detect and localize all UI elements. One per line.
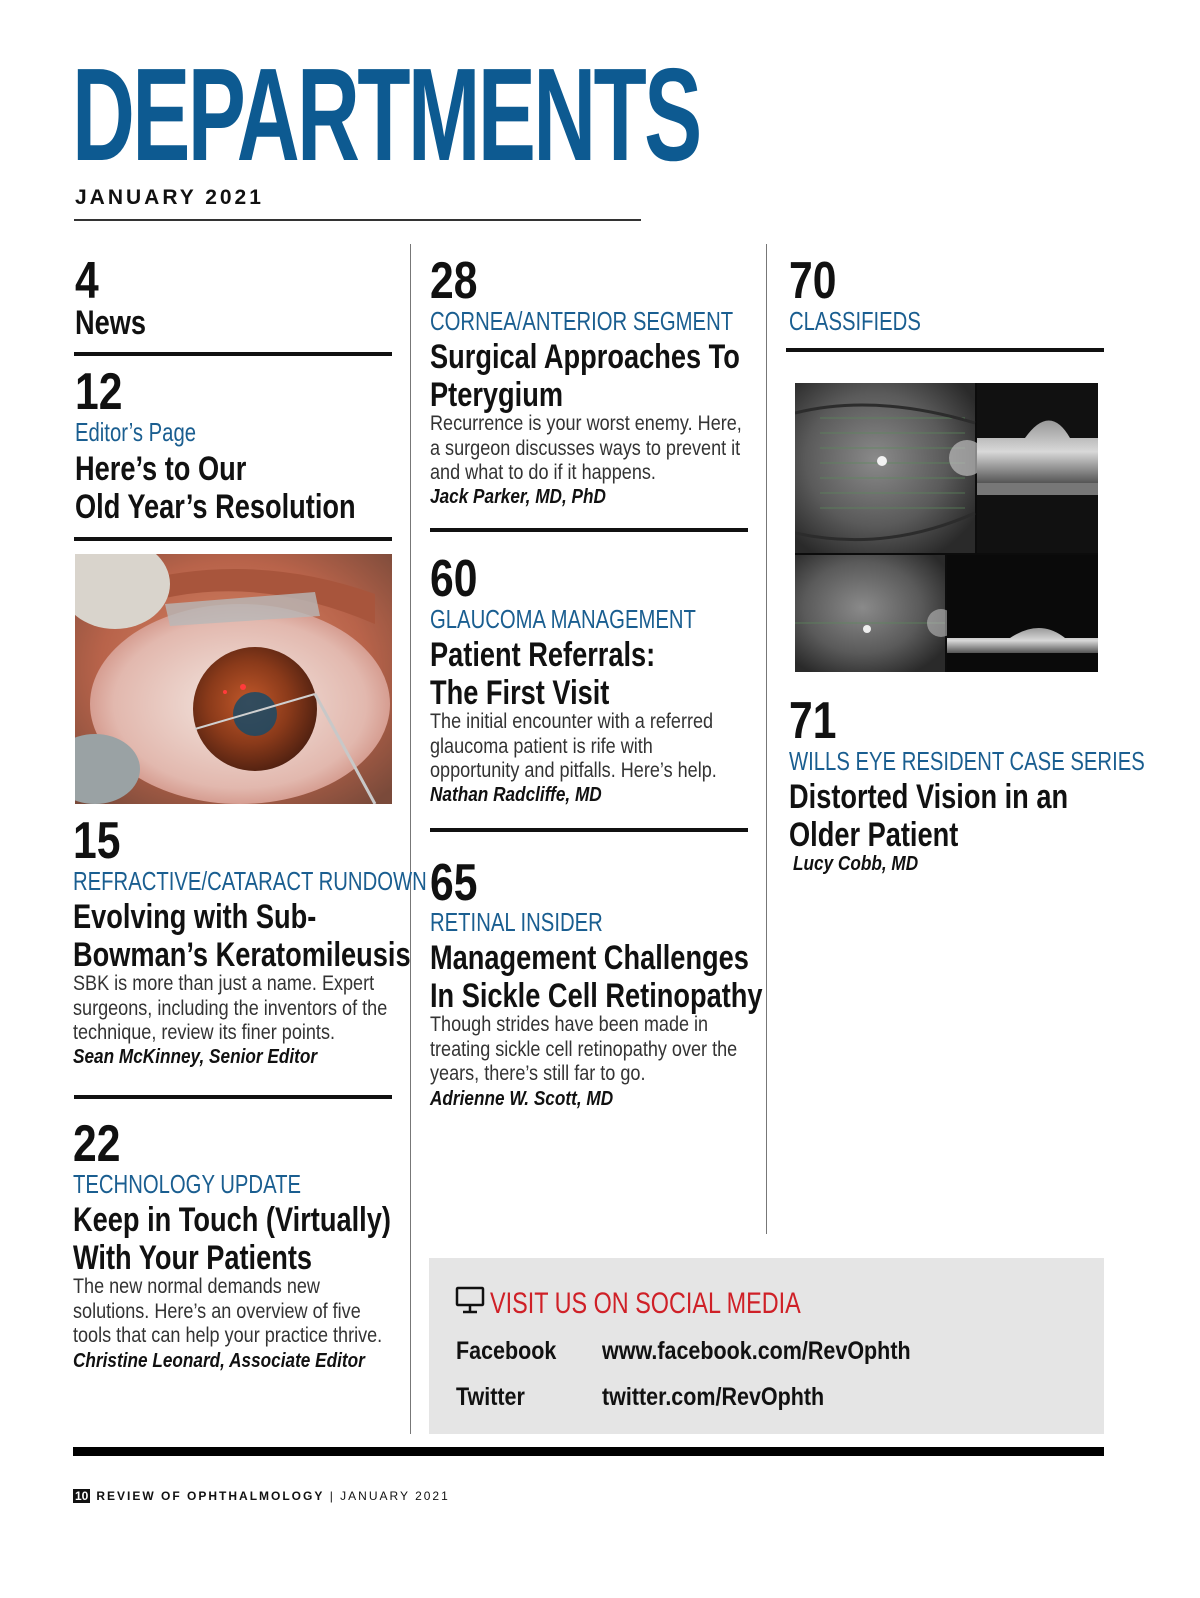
news-headline[interactable]: News	[75, 304, 147, 342]
description-line: solutions. Here’s an overview of five	[73, 1299, 361, 1323]
oct-scan-illustration	[795, 383, 1098, 672]
retina-oct-scan	[795, 383, 1098, 672]
column-divider-left	[410, 244, 411, 1434]
retinal-byline: Adrienne W. Scott, MD	[430, 1088, 614, 1110]
classifieds-category[interactable]: CLASSIFIEDS	[789, 306, 921, 336]
technology-headline[interactable]	[73, 1201, 391, 1277]
cornea-byline: Jack Parker, MD, PhD	[430, 486, 606, 508]
editors-page-number: 12	[75, 363, 123, 421]
classifieds-page-number: 70	[789, 252, 837, 310]
headline-line: Here’s to Our	[75, 450, 247, 488]
description-line: surgeons, including the inventors of the	[73, 996, 388, 1020]
footer-publication: REVIEW OF OPHTHALMOLOGY	[96, 1489, 325, 1503]
facebook-label: Facebook	[456, 1337, 557, 1365]
headline-line: Bowman’s Keratomileusis	[73, 936, 411, 974]
description-line: Recurrence is your worst enemy. Here,	[430, 412, 742, 435]
retinal-description	[430, 1013, 737, 1087]
refractive-description	[73, 972, 387, 1046]
issue-date: JANUARY 2021	[75, 186, 264, 209]
description-line: treating sickle cell retinopathy over the	[430, 1037, 738, 1061]
headline-line: Management Challenges	[430, 939, 749, 977]
technology-description	[73, 1275, 382, 1349]
glaucoma-byline: Nathan Radcliffe, MD	[430, 784, 602, 806]
refractive-headline[interactable]	[73, 898, 411, 974]
retinal-headline[interactable]	[430, 939, 763, 1015]
section-divider	[430, 528, 748, 532]
headline-line: The First Visit	[430, 674, 610, 712]
description-line: The initial encounter with a referred	[430, 710, 714, 733]
technology-page-number: 22	[73, 1115, 121, 1173]
glaucoma-headline[interactable]	[430, 636, 655, 712]
description-line: and what to do if it happens.	[430, 461, 656, 484]
description-line: years, there’s still far to go.	[430, 1062, 646, 1085]
footer-page-number: 10	[75, 1489, 89, 1503]
glaucoma-category: GLAUCOMA MANAGEMENT	[430, 604, 696, 634]
eye-surgery-photo	[75, 554, 392, 804]
headline-line: With Your Patients	[73, 1239, 313, 1277]
section-divider	[74, 352, 392, 356]
headline-line: Keep in Touch (Virtually)	[73, 1201, 391, 1239]
glaucoma-description	[430, 710, 717, 784]
description-line: technique, review its finer points.	[73, 1021, 336, 1044]
wills-byline: Lucy Cobb, MD	[793, 853, 919, 875]
column-divider-right	[766, 244, 767, 1234]
headline-line: In Sickle Cell Retinopathy	[430, 977, 763, 1015]
description-line: SBK is more than just a name. Expert	[73, 972, 375, 995]
editors-category: Editor’s Page	[75, 417, 197, 447]
social-media-title: VISIT US ON SOCIAL MEDIA	[490, 1287, 801, 1320]
description-line: Though strides have been made in	[430, 1013, 709, 1036]
refractive-category: REFRACTIVE/CATARACT RUNDOWN	[73, 866, 427, 896]
technology-byline: Christine Leonard, Associate Editor	[73, 1350, 365, 1372]
headline-line: Older Patient	[789, 816, 959, 854]
news-page-number: 4	[75, 252, 99, 310]
footer-rule	[73, 1447, 1104, 1456]
headline-line: Surgical Approaches To	[430, 338, 740, 376]
description-line: glaucoma patient is rife with	[430, 734, 653, 758]
footer-separator: |	[329, 1489, 335, 1503]
editors-headline[interactable]	[75, 450, 356, 526]
twitter-label: Twitter	[456, 1383, 525, 1411]
technology-category: TECHNOLOGY UPDATE	[73, 1169, 302, 1199]
description-line: a surgeon discusses ways to prevent it	[430, 436, 741, 460]
headline-line: Evolving with Sub-	[73, 898, 317, 936]
section-divider	[786, 348, 1104, 352]
retinal-category: RETINAL INSIDER	[430, 907, 603, 937]
eye-surgery-illustration	[75, 554, 392, 804]
monitor-icon	[455, 1285, 485, 1315]
section-divider	[74, 537, 392, 541]
wills-page-number: 71	[789, 692, 837, 750]
headline-line: Pterygium	[430, 376, 564, 414]
description-line: The new normal demands new	[73, 1275, 320, 1298]
description-line: opportunity and pitfalls. Here’s help.	[430, 759, 717, 782]
section-divider	[430, 828, 748, 832]
cornea-page-number: 28	[430, 252, 478, 310]
cornea-headline[interactable]	[430, 338, 740, 414]
cornea-description	[430, 412, 742, 486]
cornea-category: CORNEA/ANTERIOR SEGMENT	[430, 306, 734, 336]
page-title: DEPARTMENTS	[72, 41, 700, 188]
wills-headline[interactable]	[789, 778, 1068, 854]
headline-line: Distorted Vision in an	[789, 778, 1069, 816]
section-divider	[74, 1095, 392, 1099]
header-divider	[74, 219, 641, 221]
refractive-page-number: 15	[73, 812, 121, 870]
glaucoma-page-number: 60	[430, 550, 478, 608]
footer-date: JANUARY 2021	[340, 1489, 450, 1503]
wills-category: WILLS EYE RESIDENT CASE SERIES	[789, 746, 1145, 776]
headline-line: Patient Referrals:	[430, 636, 656, 674]
refractive-byline: Sean McKinney, Senior Editor	[73, 1046, 318, 1068]
headline-line: Old Year’s Resolution	[75, 488, 356, 526]
twitter-link[interactable]: twitter.com/RevOphth	[602, 1383, 825, 1411]
retinal-page-number: 65	[430, 854, 478, 912]
facebook-link[interactable]: www.facebook.com/RevOphth	[602, 1337, 911, 1365]
description-line: tools that can help your practice thrive.	[73, 1324, 383, 1347]
footer-folio	[73, 1489, 450, 1503]
